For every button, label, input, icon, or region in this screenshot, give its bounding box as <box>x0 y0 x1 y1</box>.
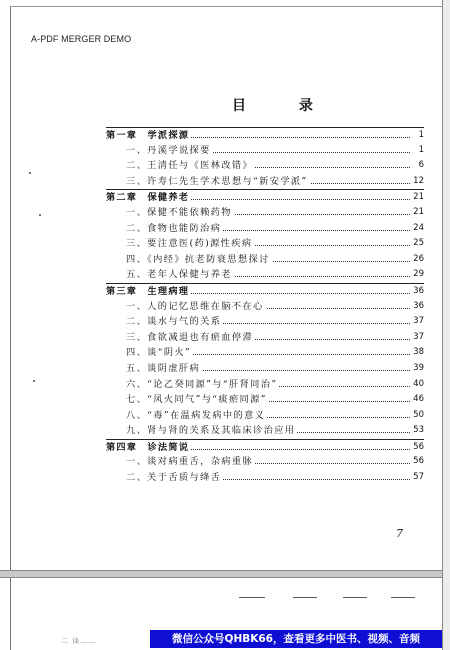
toc-entry[interactable] <box>106 267 424 283</box>
toc-entry-page: 37 <box>410 330 424 346</box>
toc-entry-label: 五、老年人保健与养老 <box>126 267 234 283</box>
toc-entry-label: 二、王清任与《医林改错》 <box>126 158 255 174</box>
toc-entry-label: 一、丹溪学说探要 <box>126 143 213 159</box>
toc-title: 目 录 <box>232 98 337 114</box>
toc-entry-page: 50 <box>410 408 424 424</box>
toc-entry-label: 第二章 保健养老 <box>106 190 191 206</box>
toc-entry-label: 六、“论乙癸同源”与“肝肾同治” <box>126 377 279 393</box>
toc-entry[interactable] <box>106 470 424 486</box>
toc-entry-label: 四、谈“阴火” <box>126 345 193 361</box>
toc-chapter[interactable] <box>106 189 424 205</box>
toc-chapter[interactable] <box>106 127 424 143</box>
toc-entry-page: 56 <box>410 454 424 470</box>
toc-entry[interactable] <box>106 392 424 408</box>
scan-dash <box>391 597 415 598</box>
margin-mark <box>29 172 31 174</box>
toc-entry-page: 53 <box>410 423 424 439</box>
toc-entry-page: 57 <box>410 470 424 486</box>
toc-entry-page: 56 <box>410 440 424 456</box>
toc-entry-label: 三、许寿仁先生学术思想与“新安学派” <box>126 174 310 190</box>
toc-entry[interactable] <box>106 423 424 439</box>
toc-entry-page: 36 <box>410 299 424 315</box>
toc-entry-page: 25 <box>410 236 424 252</box>
toc-entry[interactable] <box>106 205 424 221</box>
toc-entry-label: 二、关于舌质与绛舌 <box>126 470 223 486</box>
toc-entry[interactable] <box>106 345 424 361</box>
scan-dash <box>293 597 317 598</box>
toc-entry-page: 1 <box>416 143 424 159</box>
toc-entry-label: 四、《内经》抗老防衰思想探讨 <box>126 252 272 268</box>
page-number: 7 <box>396 527 403 540</box>
scan-dash <box>239 597 265 598</box>
toc-entry-page: 12 <box>410 174 424 190</box>
document-page <box>10 7 442 570</box>
watermark-label: A-PDF MERGER DEMO <box>31 34 132 44</box>
toc-entry-page: 21 <box>410 190 424 206</box>
toc-entry[interactable] <box>106 330 424 346</box>
toc-entry-label: 一、人的记忆思维在脑不在心 <box>126 299 266 315</box>
toc-entry[interactable] <box>106 174 424 190</box>
toc-entry-page: 37 <box>410 314 424 330</box>
toc-entry-label: 三、食欲减退也有瘀血停滞 <box>126 330 255 346</box>
toc-entry-label: 第三章 生理病理 <box>106 284 191 300</box>
toc-entry-label: 三、要注意医(药)源性疾病 <box>126 236 254 252</box>
toc-entry-label: 七、“风火同气”与“痰瘀同源” <box>126 392 269 408</box>
toc-entry-page: 38 <box>410 345 424 361</box>
toc-entry-label: 二、谈水与气的关系 <box>126 314 223 330</box>
toc-entry-page: 29 <box>410 267 424 283</box>
next-page-text: 二 谈…… <box>61 637 97 645</box>
margin-mark <box>33 380 35 382</box>
toc-entry[interactable] <box>106 361 424 377</box>
toc-entry-page: 24 <box>410 221 424 237</box>
scan-dash <box>343 597 367 598</box>
toc-entry[interactable] <box>106 221 424 237</box>
toc-entry-page: 21 <box>410 205 424 221</box>
toc-entry[interactable] <box>106 299 424 315</box>
toc-entry-label: 五、谈阴虚肝病 <box>126 361 202 377</box>
viewer-scrollbar[interactable] <box>442 0 450 650</box>
toc-entry-page: 26 <box>410 252 424 268</box>
toc-entry-label: 第一章 学派探源 <box>106 128 191 144</box>
toc-entry-label: 二、食物也能防治病 <box>126 221 223 237</box>
margin-mark <box>39 214 41 216</box>
toc-entry[interactable] <box>106 454 424 470</box>
toc-chapter[interactable] <box>106 439 424 455</box>
toc-entry-page: 36 <box>410 284 424 300</box>
toc-entry-label: 第四章 诊法简说 <box>106 440 191 456</box>
toc-entry-label: 九、肾与肾的关系及其临床诊治应用 <box>126 423 297 439</box>
toc-entry-label: 一、保健不能依赖药物 <box>126 205 234 221</box>
toc-entry[interactable] <box>106 314 424 330</box>
toc-entry-page: 1 <box>416 128 424 144</box>
toc-entry[interactable] <box>106 252 424 268</box>
toc-entry-page: 39 <box>410 361 424 377</box>
toc-entry-page: 46 <box>410 392 424 408</box>
toc-entry[interactable] <box>106 143 424 159</box>
toc-entry[interactable] <box>106 377 424 393</box>
toc-entry-label: 一、谈对病重舌，杂病重脉 <box>126 454 255 470</box>
toc-entry-label: 八、“毒”在温病发病中的意义 <box>126 408 267 424</box>
toc-entry[interactable] <box>106 408 424 424</box>
toc-entry[interactable] <box>106 236 424 252</box>
toc-chapter[interactable] <box>106 283 424 299</box>
page-separator <box>0 570 442 578</box>
toc-entry-page: 6 <box>416 158 424 174</box>
toc-list <box>106 127 424 486</box>
promo-banner[interactable]: 微信公众号QHBK66，查看更多中医书、视频、音频 <box>150 630 442 648</box>
toc-entry-page: 40 <box>410 377 424 393</box>
toc-entry[interactable] <box>106 158 424 174</box>
